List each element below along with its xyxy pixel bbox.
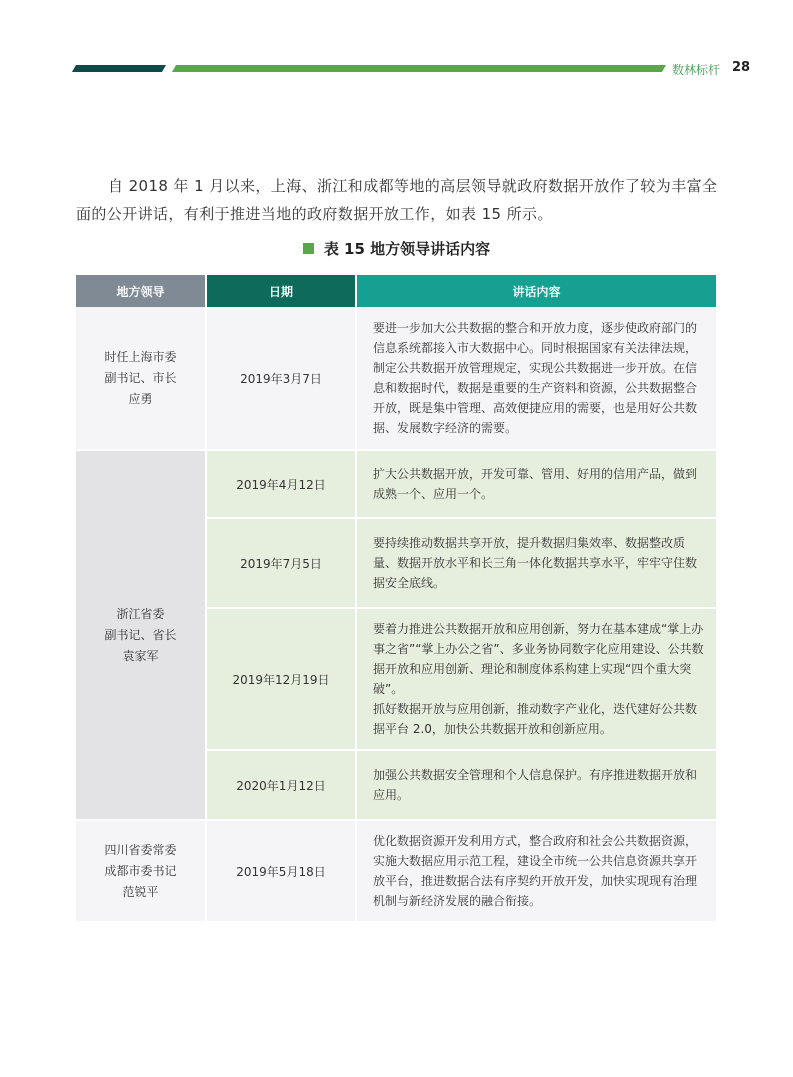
content-paragraph: 要着力推进公共数据开放和应用创新，努力在基本建成“掌上办事之省”“掌上办公之省”、多业务协同数字化应用建设、公共数据开放和应用创新、理论和制度体系构建上实现“四个重大突破”。 [373, 622, 704, 696]
page-number: 28 [732, 60, 751, 75]
table-header-row [76, 275, 716, 307]
header-leader: 地方领导 [76, 275, 206, 307]
date-cell: 2019年4月12日 [206, 450, 356, 518]
leader-line: 副书记、市长 [104, 370, 177, 385]
header-content: 讲话内容 [356, 275, 716, 307]
leader-cell-chengdu [76, 820, 206, 922]
leader-speech-table [76, 275, 716, 923]
square-bullet-icon [303, 243, 314, 254]
date-cell: 2019年12月19日 [206, 608, 356, 750]
leader-line: 副书记、省长 [104, 627, 177, 642]
header-bar-green [172, 65, 666, 72]
date-cell: 2019年7月5日 [206, 518, 356, 608]
intro-paragraph: 自 2018 年 1 月以来，上海、浙江和成都等地的高层领导就政府数据开放作了较为丰富全面的公开讲话，有利于推进当地的政府数据开放工作，如表 15 所示。 [76, 177, 718, 223]
content-cell: 要持续推动数据共享开放，提升数据归集效率、数据整改质量、数据开放水平和长三角一体化数据共享水平，牢牢守住数据安全底线。 [356, 518, 716, 608]
date-cell: 2020年1月12日 [206, 750, 356, 820]
leader-line: 成都市委书记 [104, 863, 177, 878]
content-cell: 优化数据资源开发利用方式，整合政府和社会公共数据资源，实施大数据应用示范工程，建设全市统一公共信息资源共享开放平台，推进数据合法有序契约开放开发，加快实现现有治理机制与新经济发展的融合衔接。 [356, 820, 716, 922]
leader-cell-zhejiang [76, 450, 206, 820]
leader-line: 时任上海市委 [104, 349, 177, 364]
header-date: 日期 [206, 275, 356, 307]
header-title: 数林标杆 [672, 63, 721, 77]
header-bar-dark [72, 65, 166, 72]
date-cell: 2019年3月7日 [206, 307, 356, 450]
table-row [76, 450, 716, 518]
content-cell [356, 608, 716, 750]
leader-line: 四川省委常委 [104, 842, 177, 857]
leader-line: 应勇 [128, 391, 153, 406]
leader-line: 袁家军 [122, 648, 159, 663]
date-cell: 2019年5月18日 [206, 820, 356, 922]
table-row [76, 307, 716, 450]
leader-cell-shanghai [76, 307, 206, 450]
table-row [76, 820, 716, 922]
content-cell: 扩大公共数据开放，开发可靠、管用、好用的信用产品，做到成熟一个、应用一个。 [356, 450, 716, 518]
table-title [0, 238, 793, 259]
content-cell: 加强公共数据安全管理和个人信息保护。有序推进数据开放和应用。 [356, 750, 716, 820]
leader-line: 范锐平 [122, 884, 159, 899]
content-paragraph: 抓好数据开放与应用创新，推动数字产业化，迭代建好公共数据平台 2.0，加快公共数据开放和创新应用。 [373, 702, 698, 736]
table-title-text: 表 15 地方领导讲话内容 [323, 240, 491, 258]
content-cell: 要进一步加大公共数据的整合和开放力度，逐步使政府部门的信息系统都接入市大数据中心。同时根据国家有关法律法规，制定公共数据开放管理规定，实现公共数据进一步开放。在信息和数据时代，数据是重要的生产资料和资源，公共数据整合开放，既是集中管理、高效便捷应用的需要，也是用好公共数据、发展数字经济的需要。 [356, 307, 716, 450]
leader-line: 浙江省委 [116, 606, 165, 621]
